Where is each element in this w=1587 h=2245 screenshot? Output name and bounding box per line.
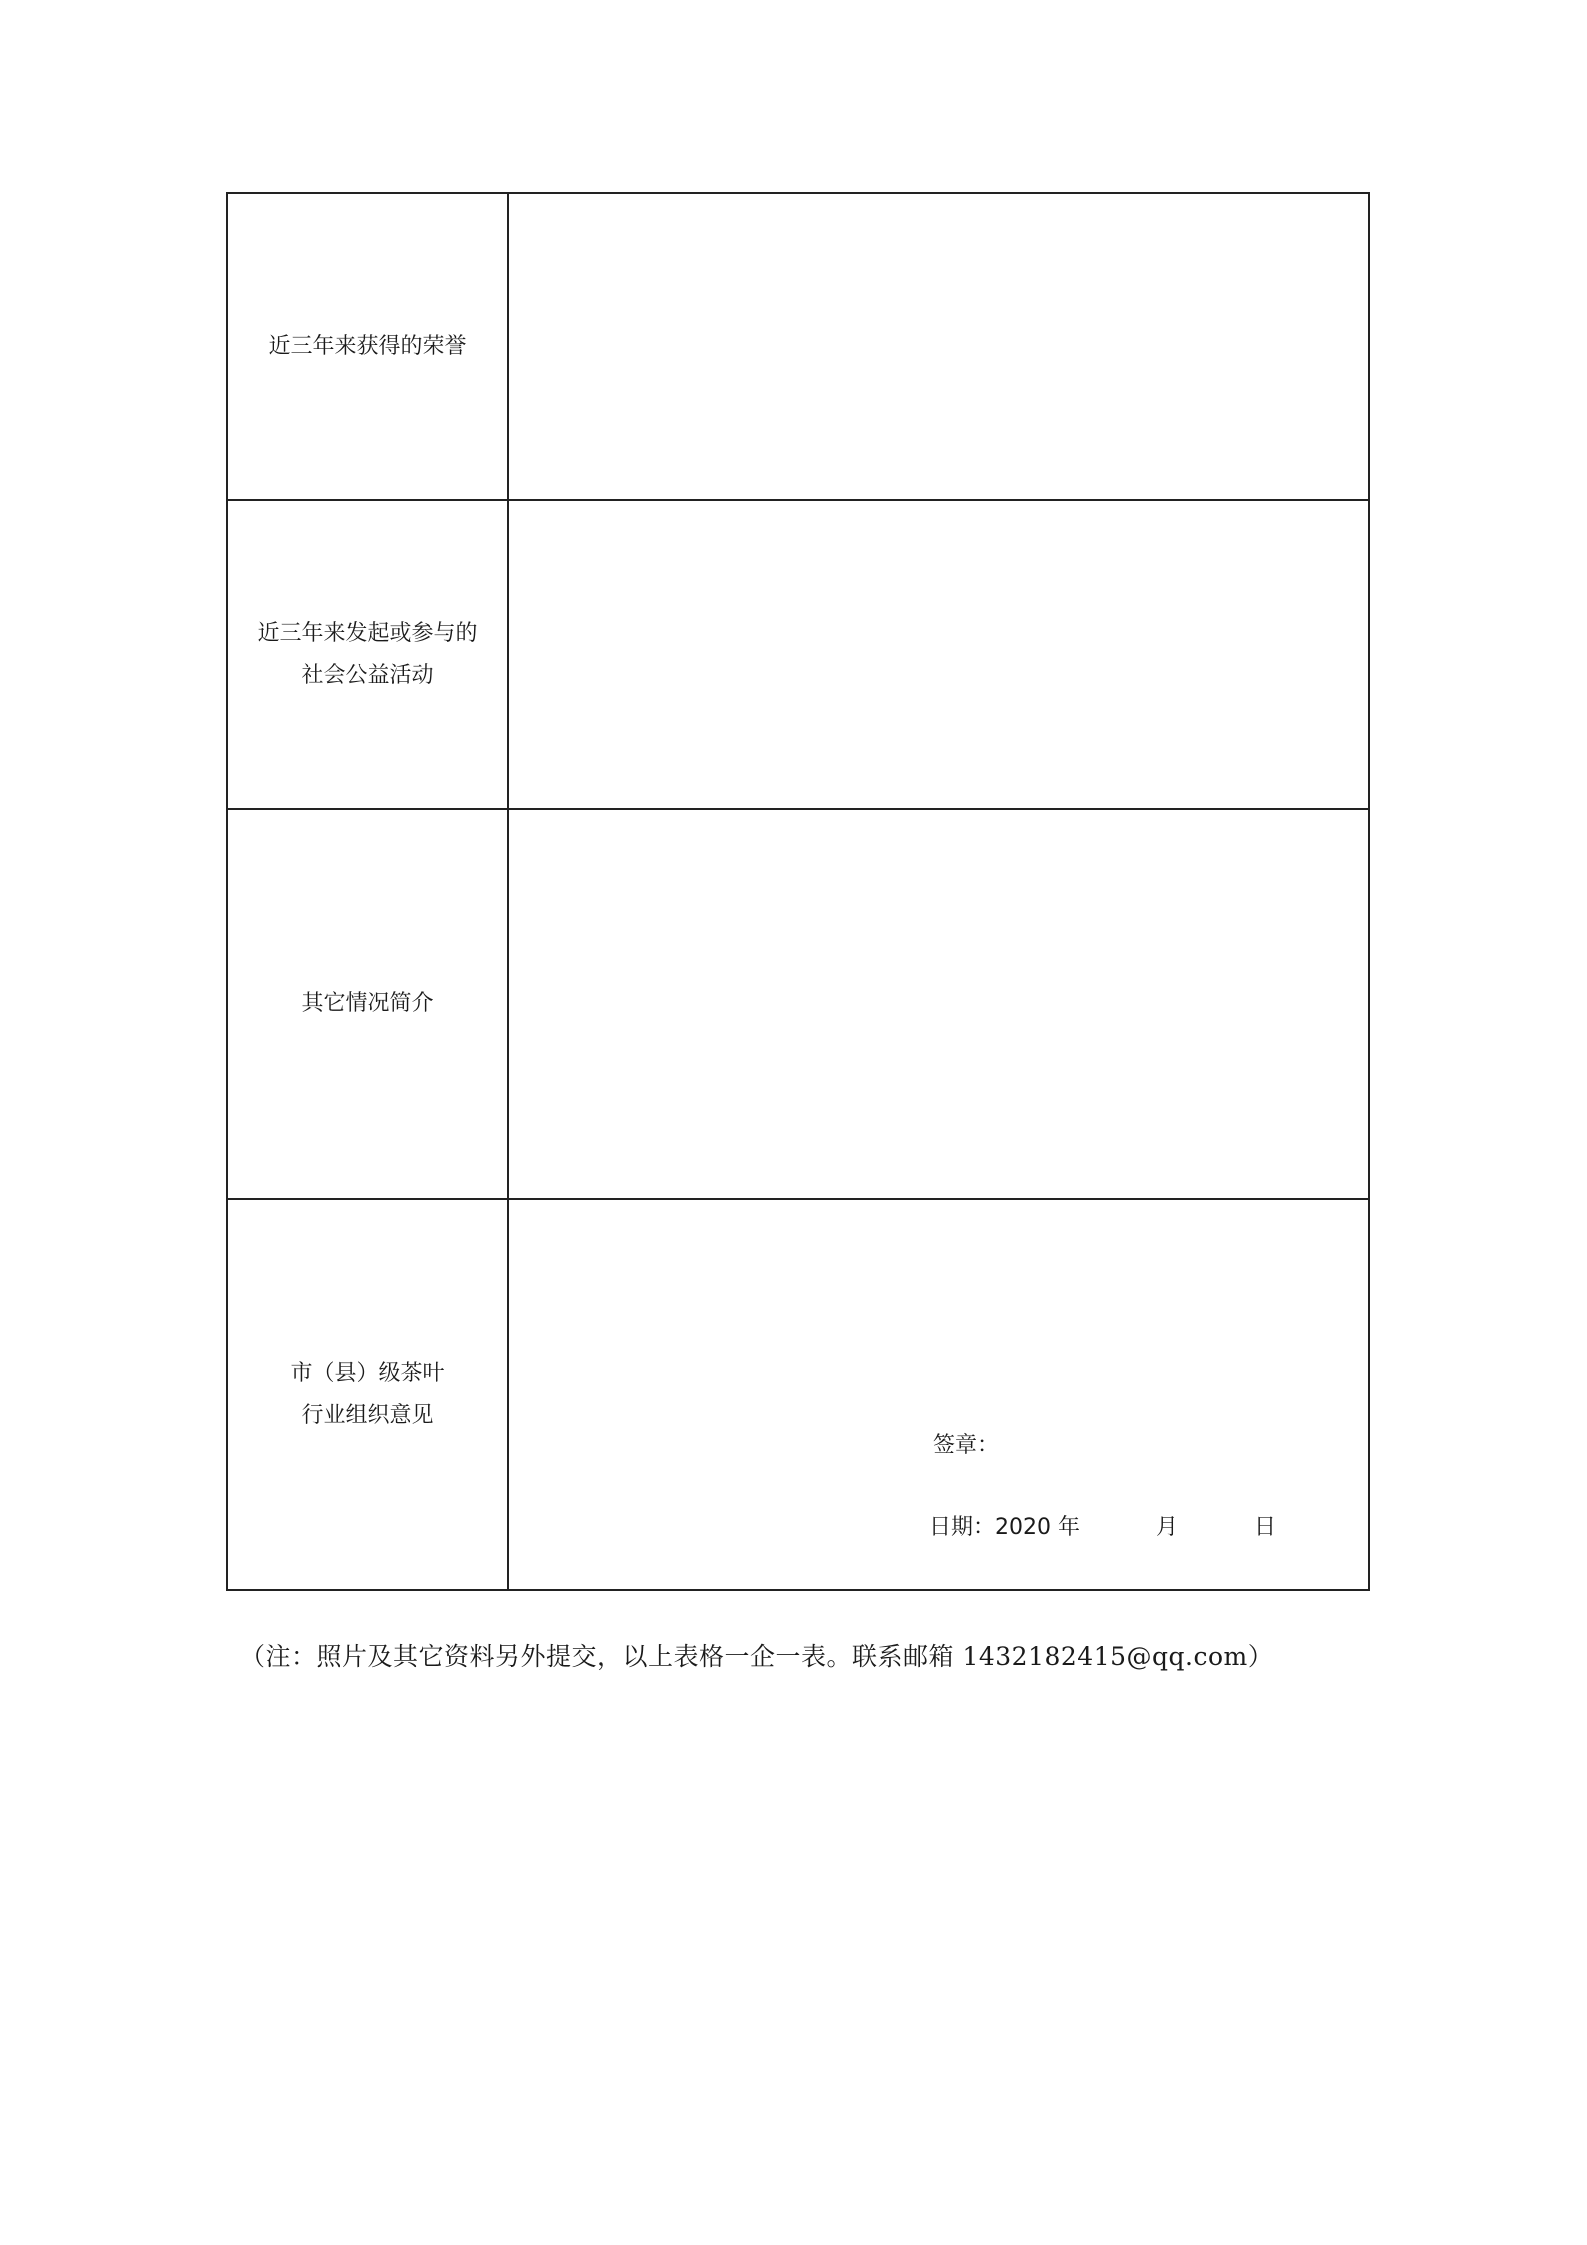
- other-info-content-cell[interactable]: [508, 809, 1369, 1200]
- honors-label: 近三年来获得的荣誉: [268, 333, 467, 359]
- application-form-table: [226, 192, 1370, 1591]
- honors-label-cell: [227, 193, 508, 500]
- form-row-honors: [227, 193, 1369, 500]
- form-row-industry-opinion: [227, 1199, 1369, 1590]
- industry-opinion-content-cell[interactable]: [508, 1199, 1369, 1590]
- form-row-public-welfare: [227, 500, 1369, 808]
- industry-opinion-label-line-1: 市（县）级茶叶: [290, 1360, 445, 1386]
- form-row-other-info: [227, 809, 1369, 1200]
- signature-label: 签章：: [933, 1433, 1000, 1459]
- date-day-label: 日: [1254, 1515, 1277, 1541]
- public-welfare-label-cell: [227, 500, 508, 808]
- public-welfare-label-line-2: 社会公益活动: [301, 662, 434, 688]
- other-info-label: 其它情况简介: [301, 991, 434, 1017]
- date-line: [929, 1510, 1276, 1541]
- date-month-label: 月: [1155, 1515, 1178, 1541]
- date-year-label: 日期：2020 年: [929, 1515, 1080, 1541]
- honors-content-cell[interactable]: [508, 193, 1369, 500]
- other-info-label-cell: [227, 809, 508, 1200]
- public-welfare-content-cell[interactable]: [508, 500, 1369, 808]
- footnote: （注：照片及其它资料另外提交，以上表格一企一表。联系邮箱 1432182415@qq.com）: [240, 1642, 1274, 1671]
- public-welfare-label-line-1: 近三年来发起或参与的: [257, 620, 478, 646]
- industry-opinion-label-cell: [227, 1199, 508, 1590]
- industry-opinion-label-line-2: 行业组织意见: [301, 1402, 434, 1428]
